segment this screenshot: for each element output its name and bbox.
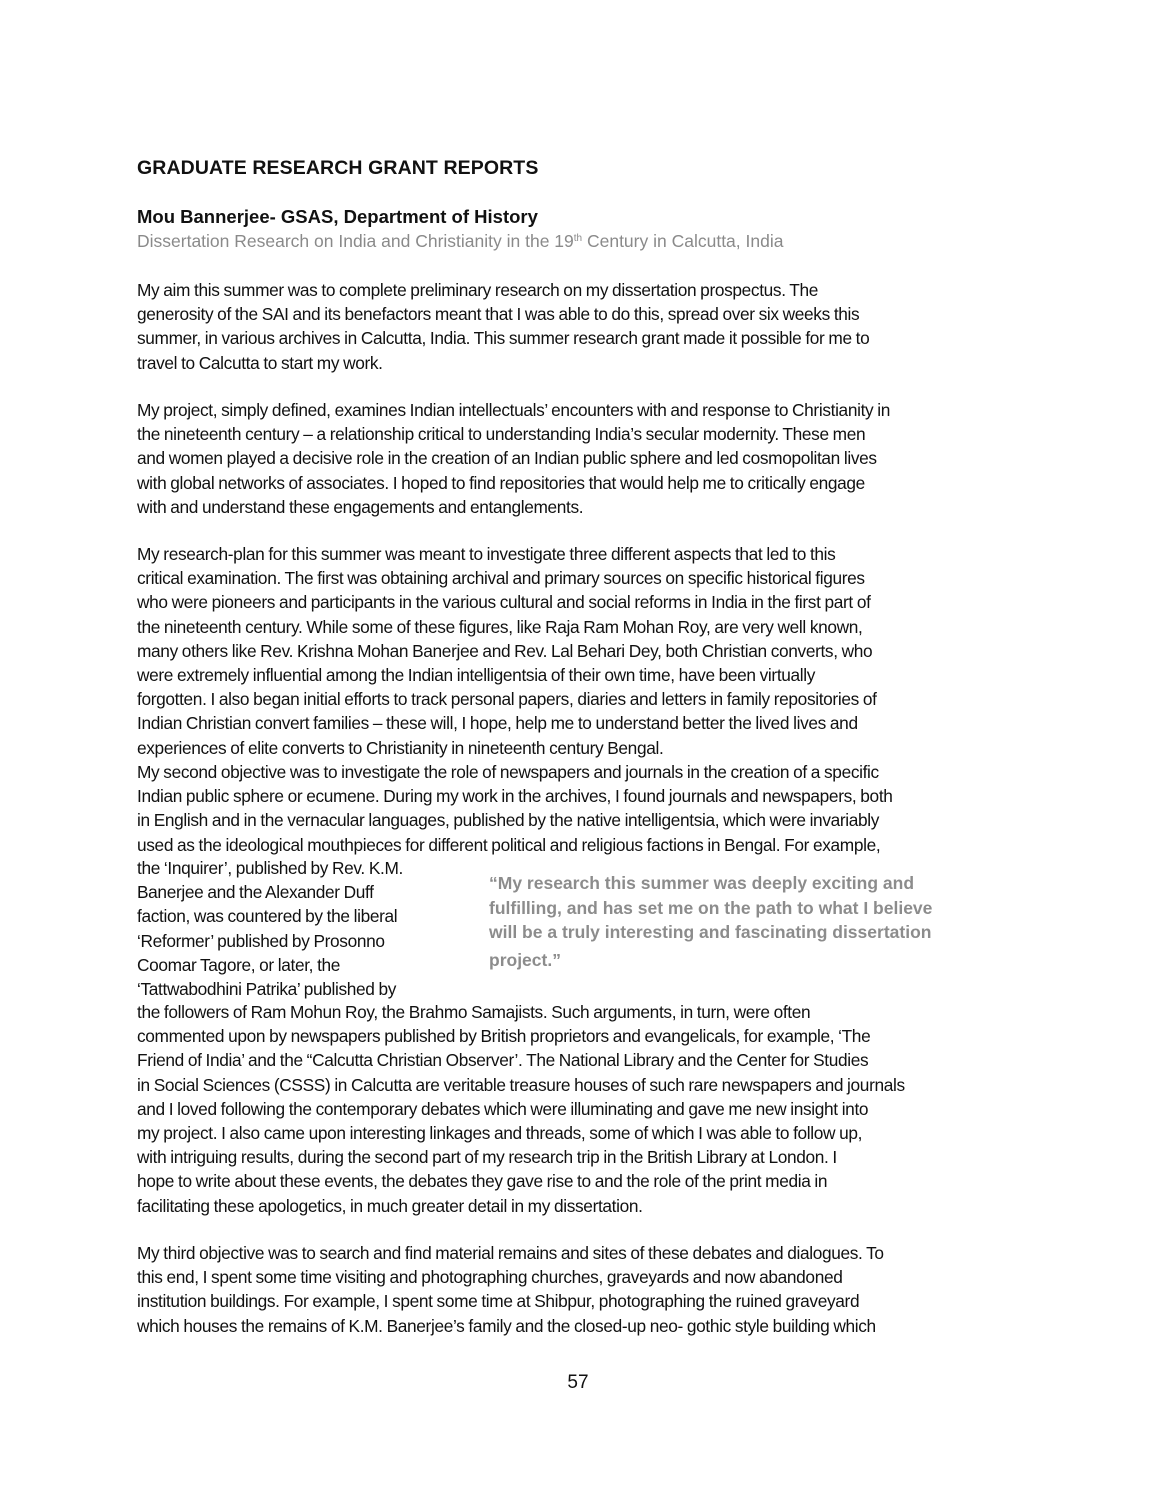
pull-quote-line: will be a truly interesting and fascinating dissertation xyxy=(489,922,932,942)
text-line: this end, I spent some time visiting and photographing churches, graveyards and now abandoned xyxy=(137,1267,843,1288)
text-line: the ‘Inquirer’, published by Rev. K.M. xyxy=(137,858,403,878)
text-line: forgotten. I also began initial efforts to track personal papers, diaries and letters in family repositories of xyxy=(137,689,877,710)
text-line: Banerjee and the Alexander Duff xyxy=(137,882,374,903)
pull-quote xyxy=(489,871,1029,972)
paragraph-second-objective xyxy=(137,760,1027,857)
pull-quote-line: “My research this summer was deeply exciting and xyxy=(489,873,915,893)
paragraph-project xyxy=(137,398,1027,519)
report-subtitle xyxy=(137,231,783,252)
text-line: Coomar Tagore, or later, the xyxy=(137,954,341,975)
text-line: My aim this summer was to complete preliminary research on my dissertation prospectus. The xyxy=(137,280,819,300)
paragraph-second-objective-continued xyxy=(137,1000,1027,1218)
text-line: Indian Christian convert families – these will, I hope, help me to understand better the lived lives and xyxy=(137,713,858,734)
paragraph-research-plan xyxy=(137,542,1027,760)
text-line: My project, simply defined, examines Indian intellectuals’ encounters with and response to Christianity in xyxy=(137,400,891,420)
text-line: travel to Calcutta to start my work. xyxy=(137,352,383,373)
text-line: my project. I also came upon interesting linkages and threads, some of which I was able to follow up, xyxy=(137,1123,863,1144)
subtitle-text-end: Century in Calcutta, India xyxy=(582,231,784,251)
text-line: facilitating these apologetics, in much greater detail in my dissertation. xyxy=(137,1195,643,1216)
section-title: GRADUATE RESEARCH GRANT REPORTS xyxy=(137,157,539,179)
text-line: Indian public sphere or ecumene. During my work in the archives, I found journals and newspapers, both xyxy=(137,786,893,807)
text-line: in Social Sciences (CSSS) in Calcutta are veritable treasure houses of such rare newspapers and journals xyxy=(137,1074,905,1095)
text-line: critical examination. The first was obtaining archival and primary sources on specific historical figures xyxy=(137,568,865,589)
text-line: ‘Tattwabodhini Patrika’ published by xyxy=(137,979,397,1000)
text-line: the followers of Ram Mohun Roy, the Brahmo Samajists. Such arguments, in turn, were often xyxy=(137,1002,811,1022)
text-line: faction, was countered by the liberal xyxy=(137,906,398,927)
text-line: and women played a decisive role in the creation of an Indian public sphere and led cosmopolitan lives xyxy=(137,448,877,469)
text-line: which houses the remains of K.M. Banerjee’s family and the closed-up neo- gothic style building which xyxy=(137,1315,876,1336)
text-line: institution buildings. For example, I spent some time at Shibpur, photographing the ruined graveyard xyxy=(137,1291,860,1312)
text-line: My third objective was to search and find material remains and sites of these debates and dialogues. To xyxy=(137,1243,884,1263)
paragraph-third-objective xyxy=(137,1241,1027,1338)
text-line: with global networks of associates. I hoped to find repositories that would help me to critically engage xyxy=(137,472,865,493)
text-line: the nineteenth century. While some of these figures, like Raja Ram Mohan Roy, are very well known, xyxy=(137,616,863,637)
paragraph-aim xyxy=(137,278,1027,375)
text-line: generosity of the SAI and its benefactors meant that I was able to do this, spread over six weeks this xyxy=(137,304,860,325)
text-line: experiences of elite converts to Christianity in nineteenth century Bengal. xyxy=(137,737,664,758)
page-number: 57 xyxy=(567,1372,589,1393)
text-line: My research-plan for this summer was meant to investigate three different aspects that led to this xyxy=(137,544,836,564)
text-line: in English and in the vernacular languages, published by the native intelligentsia, which were invariably xyxy=(137,810,880,831)
text-line: who were pioneers and participants in the various cultural and social reforms in India in the first part of xyxy=(137,592,871,613)
pull-quote-line: fulfilling, and has set me on the path to what I believe xyxy=(489,897,933,918)
text-line: with intriguing results, during the second part of my research trip in the British Library at London. I xyxy=(137,1147,837,1168)
text-line: summer, in various archives in Calcutta, India. This summer research grant made it possible for me to xyxy=(137,328,870,349)
paragraph-second-objective-wrapped xyxy=(137,856,457,1001)
text-line: with and understand these engagements and entanglements. xyxy=(137,496,584,517)
text-line: ‘Reformer’ published by Prosonno xyxy=(137,930,385,951)
text-line: and I loved following the contemporary debates which were illuminating and gave me new insight into xyxy=(137,1098,869,1119)
author-line: Mou Bannerjee- GSAS, Department of History xyxy=(137,206,538,227)
text-line: hope to write about these events, the debates they gave rise to and the role of the print media in xyxy=(137,1171,828,1192)
text-line: Friend of India’ and the “Calcutta Christian Observer’. The National Library and the Center for Studies xyxy=(137,1050,869,1071)
text-line: commented upon by newspapers published by British proprietors and evangelicals, for example, ‘The xyxy=(137,1026,871,1047)
text-line: used as the ideological mouthpieces for different political and religious factions in Bengal. For example, xyxy=(137,834,881,855)
text-line: the nineteenth century – a relationship critical to understanding India’s secular modernity. These men xyxy=(137,424,866,445)
pull-quote-line: project.” xyxy=(489,949,561,970)
subtitle-text-start: Dissertation Research on India and Christianity in the 19 xyxy=(137,231,574,251)
text-line: many others like Rev. Krishna Mohan Banerjee and Rev. Lal Behari Dey, both Christian converts, who xyxy=(137,640,873,661)
subtitle-ordinal-suffix: th xyxy=(573,233,583,244)
text-line: My second objective was to investigate the role of newspapers and journals in the creation of a specific xyxy=(137,762,879,782)
text-line: were extremely influential among the Indian intelligentsia of their own time, have been virtually xyxy=(137,665,816,686)
